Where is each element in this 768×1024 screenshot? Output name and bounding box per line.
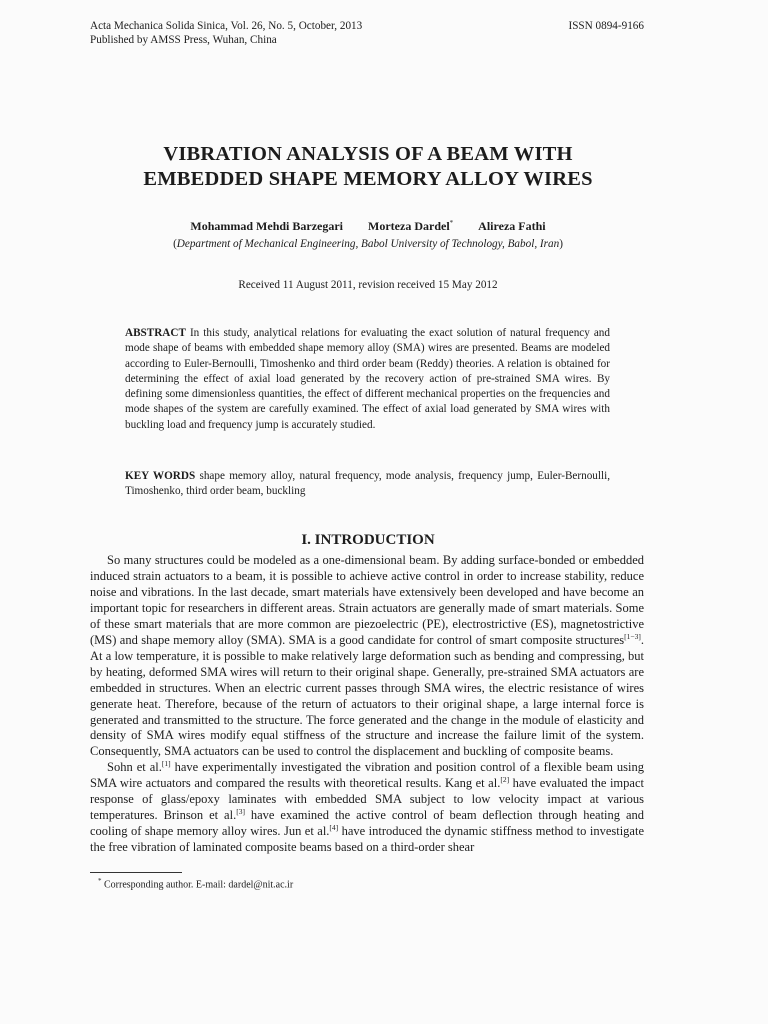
- author: [190, 219, 343, 234]
- abstract-text: In this study, analytical relations for evaluating the exact solution of natural frequency and mode shape of beams with embedded shape memory alloy (SMA) wires are presented. Beams are modeled according to Euler-Bernoulli, Timoshenko and third order beam (Reddy) theories. A relation is obtained for determining the effect of axial load generated by the recovery action of pre-strained SMA wires. By defining some dimensionless quantities, the effect of different mechanical properties on the frequencies and mode shapes of the system are carefully examined. The effect of axial load generated by SMA wires with buckling load and frequency jump is accurately studied.: [125, 327, 610, 431]
- paragraph-text: Sohn et al.: [107, 760, 162, 775]
- footnote-text: Corresponding author. E-mail: dardel@nit.ac.ir: [104, 879, 294, 891]
- keywords-label: KEY WORDS: [125, 470, 196, 482]
- corresponding-mark: *: [449, 219, 454, 227]
- author-name: Morteza Dardel: [368, 219, 450, 233]
- intro-body: [90, 553, 644, 856]
- journal-header: [90, 20, 362, 47]
- author-name: Alireza Fathi: [478, 219, 546, 233]
- keywords: [125, 469, 610, 500]
- footnote-rule: [90, 872, 182, 873]
- journal-line: Acta Mechanica Solida Sinica, Vol. 26, No. 5, October, 2013: [90, 20, 363, 32]
- paper-title: [0, 142, 736, 191]
- issn: ISSN 0894-9166: [568, 20, 644, 32]
- title-line-2: EMBEDDED SHAPE MEMORY ALLOY WIRES: [143, 167, 593, 190]
- citation: [4]: [329, 823, 339, 833]
- footnote-mark: *: [98, 877, 102, 885]
- author: [368, 219, 453, 234]
- section-heading: I. INTRODUCTION: [301, 532, 435, 548]
- author-name: Mohammad Mehdi Barzegari: [190, 219, 344, 233]
- paragraph-text: have experimentally investigated the vibration and position control of a flexible beam using SMA wire actuators and compared the results with theoretical results. Kang et al.: [90, 760, 644, 791]
- paragraph: [90, 553, 644, 760]
- citation: [1−3]: [624, 631, 641, 641]
- paragraph-text: . At a low temperature, it is possible to make relatively large deformation such as bending and compressing, but by heating, deformed SMA wires will return to their original shape. Generally, pre-strained SMA actuators are embedded in structures. When an electric current passes through SMA wires, the electric resistance of wires generate heat. Therefore, because of the return of actuators to their original shape, a large internal force is generated and transmitted to the structure. The force generated and the change in the module of elasticity and density of SMA wires modify equal stiffness of the structure and increase the failure limit of the system. Consequently, SMA actuators can be used to control the displacement and buckling of composite beams.: [90, 632, 644, 759]
- publisher-line: Published by AMSS Press, Wuhan, China: [90, 33, 277, 46]
- abstract: [125, 326, 610, 433]
- affiliation-text: Department of Mechanical Engineering, Babol University of Technology, Babol, Iran: [176, 238, 560, 250]
- footnote: [98, 877, 293, 890]
- received-dates: Received 11 August 2011, revision received 15 May 2012: [238, 279, 498, 291]
- paragraph: [90, 760, 644, 856]
- abstract-label: ABSTRACT: [125, 327, 186, 339]
- author: [478, 219, 545, 234]
- citation: [2]: [500, 775, 510, 785]
- keywords-text: shape memory alloy, natural frequency, mode analysis, frequency jump, Euler-Bernoulli, Timoshenko, third order beam, buckling: [125, 470, 611, 498]
- affiliation-open-paren: (: [173, 238, 177, 250]
- author-list: [0, 219, 736, 234]
- paragraph-text: have examined the active control of beam deflection through heating and cooling of shape memory alloy wires. Jun et al.: [90, 808, 644, 839]
- citation: [1]: [161, 759, 171, 769]
- paragraph-text: So many structures could be modeled as a one-dimensional beam. By adding surface-bonded or embedded induced strain actuators to a beam, it is possible to achieve active control in order to increase stability, reduce noise and vibrations. In the last decade, smart materials have extensively been developed and have become an important topic for researchers in different areas. Strain actuators are generally made of smart materials. Some of these smart materials that are more common are piezoelectric (PE), electrostrictive (ES), magnetostrictive (MS) and shape memory alloy (SMA). SMA is a good candidate for control of smart composite structures: [90, 553, 644, 647]
- affiliation: [0, 238, 736, 250]
- paragraph-text: have evaluated the impact response of glass/epoxy laminates with embedded SMA subject to low velocity impact at various temperatures. Brinson et al.: [90, 776, 644, 823]
- title-line-1: VIBRATION ANALYSIS OF A BEAM WITH: [163, 143, 573, 165]
- affiliation-close-paren: ): [559, 238, 563, 250]
- citation: [3]: [236, 807, 245, 817]
- paragraph-text: have introduced the dynamic stiffness method to investigate the free vibration of laminated composite beams based on a third-order shear: [90, 824, 645, 855]
